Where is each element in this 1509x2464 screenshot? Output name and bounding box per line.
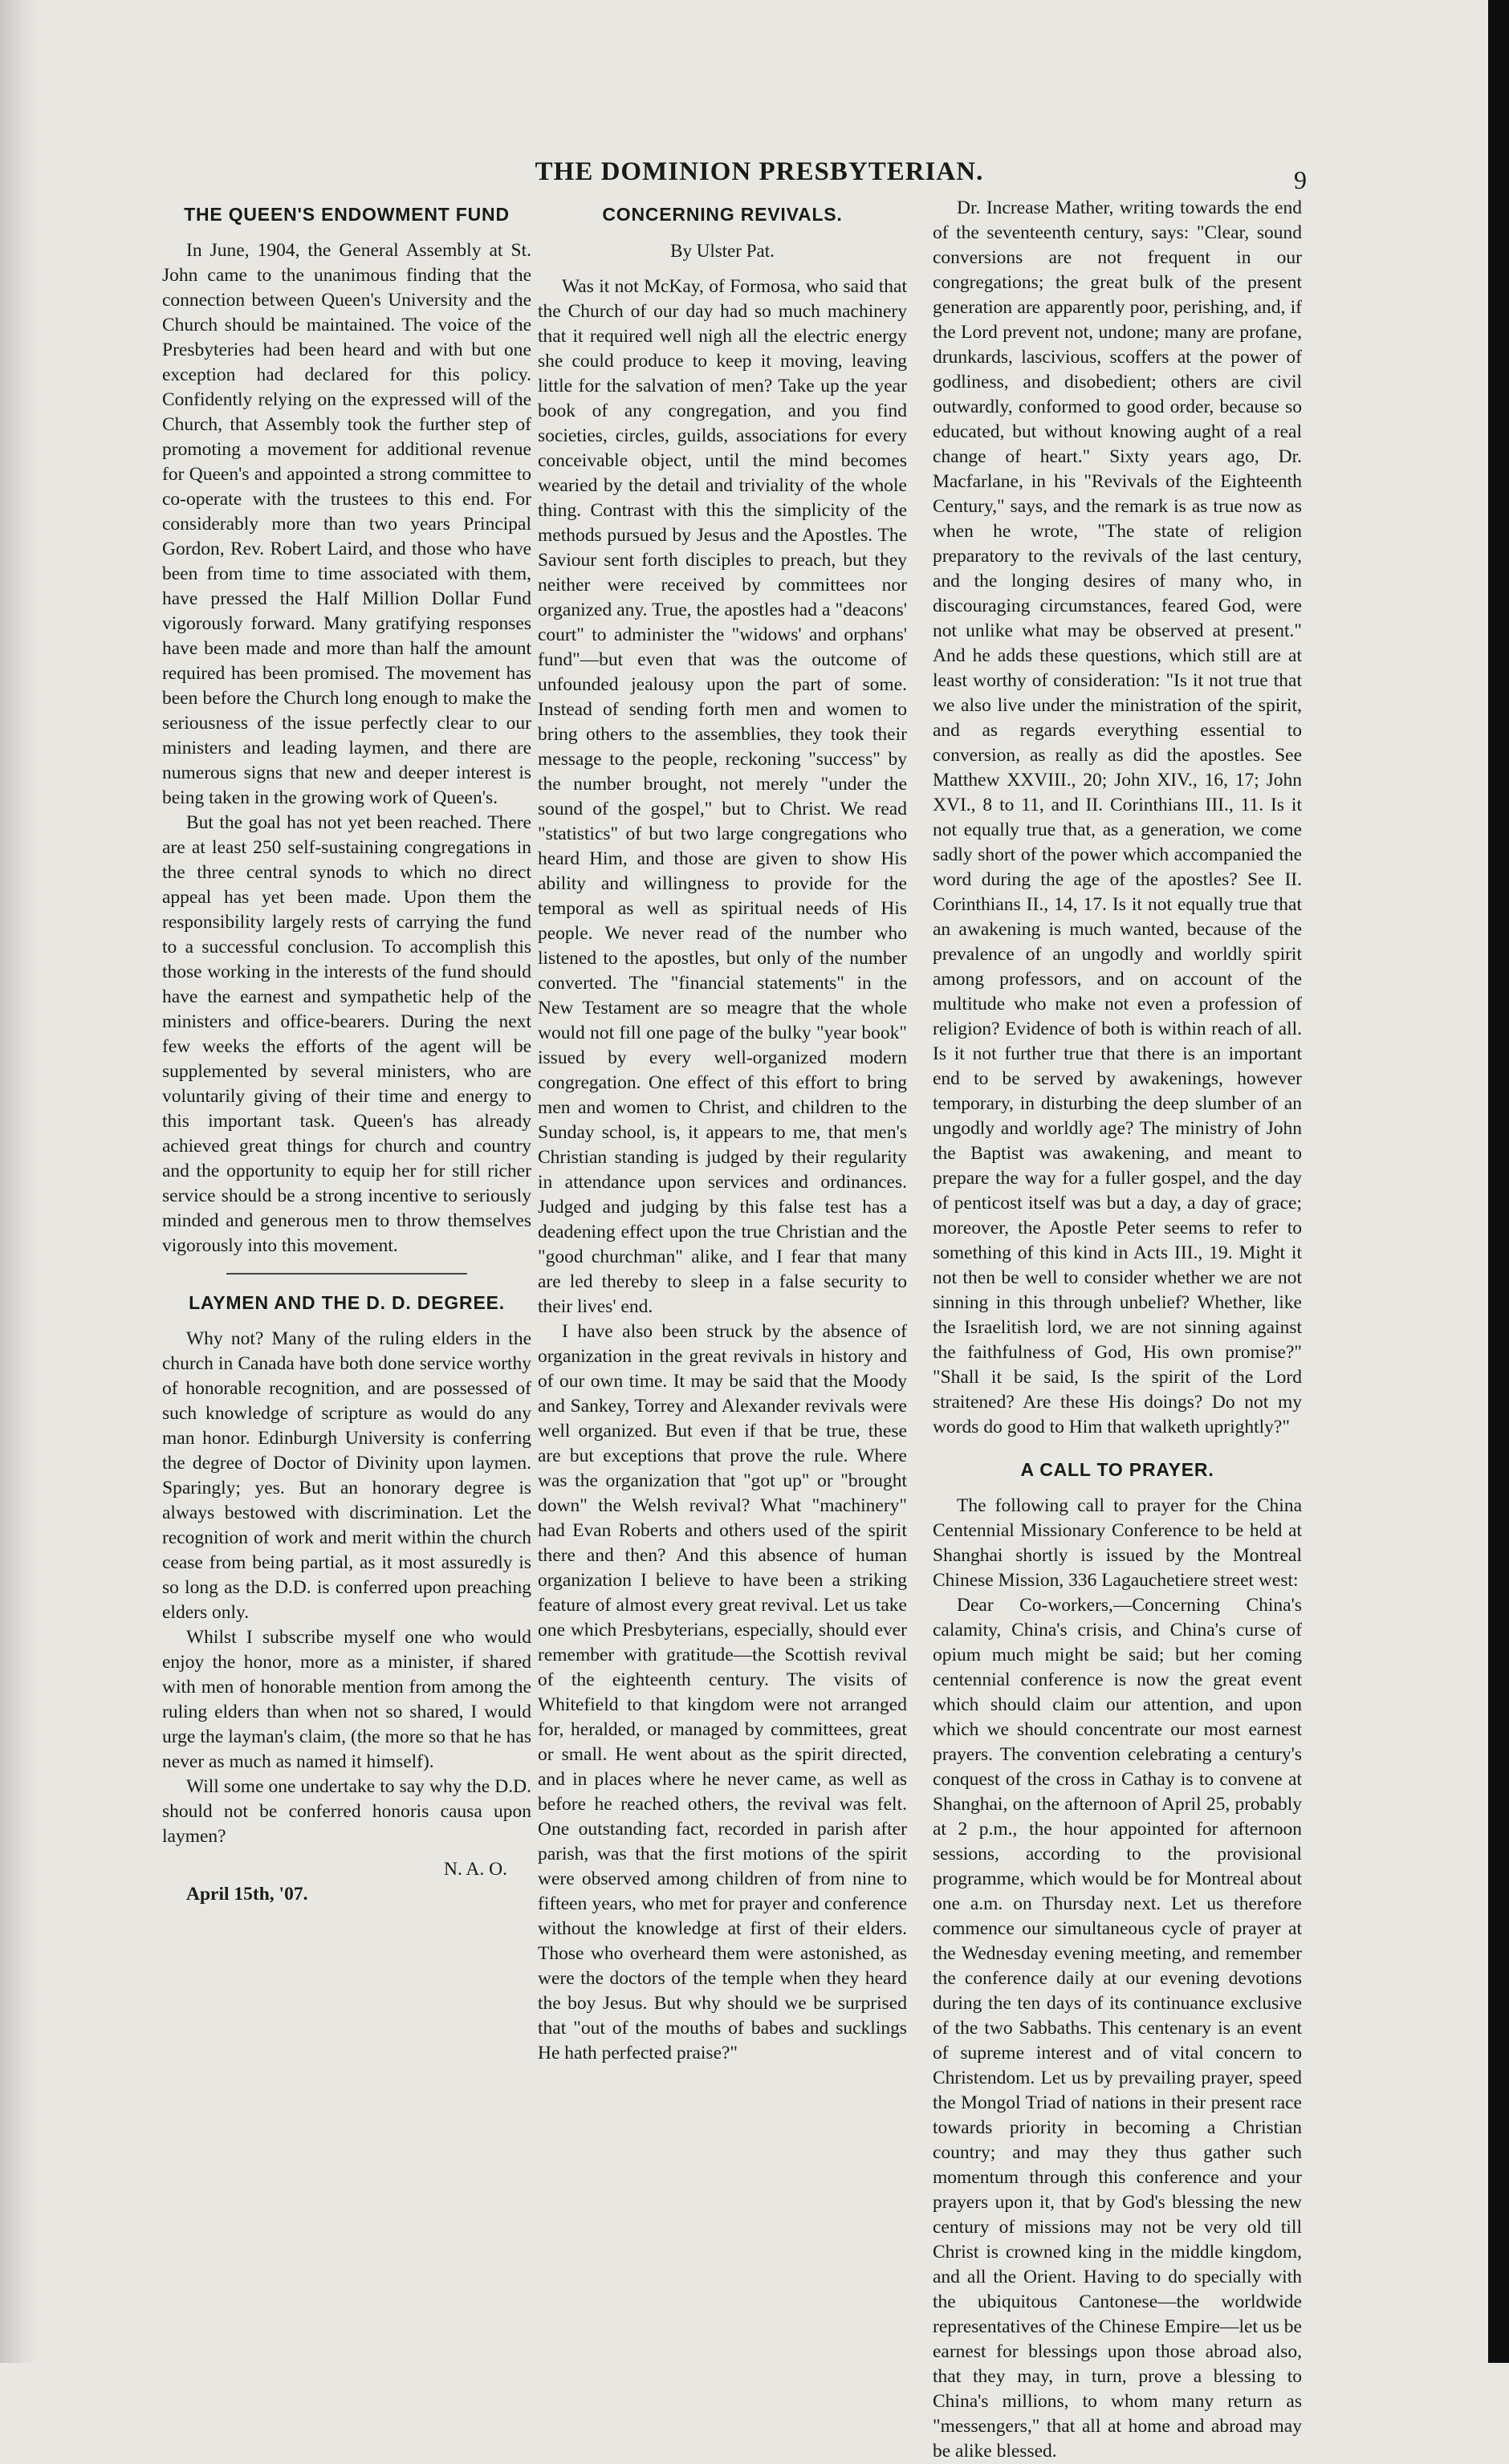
section-divider: [226, 1273, 467, 1275]
revivals-heading: CONCERNING REVIVALS.: [602, 204, 843, 225]
article-date: April 15th, '07.: [186, 1884, 308, 1905]
article-byline: By Ulster Pat.: [670, 241, 775, 261]
article-paragraph: The following call to prayer for the China Centennial Missionary Conference to be held at Shanghai shortly is issued by the Montreal Chinese Mission, 336 Lagauchetiere street west:: [933, 1495, 1302, 1591]
article-paragraph: But the goal has not yet been reached. There are at least 250 self-sustaining congregations in the three central synods to which no direct appeal has yet been made. Upon them the responsibility largely rests of carrying the fund to a successful conclusion. To accomplish this those working in the interests of the fund should have the earnest and sympathetic help of the ministers and office-bearers. During the next few weeks the efforts of the agent will be supplemented by several ministers, who are voluntarily giving of their time and energy to this important task. Queen's has already achieved great things for church and country and the opportunity to equip her for still richer service should be a strong incentive to seriously minded and generous men to throw themselves vigorously into this movement.: [162, 812, 531, 1256]
page-number: 9: [1294, 165, 1307, 194]
newspaper-masthead: THE DOMINION PRESBYTERIAN.: [535, 157, 984, 186]
article-paragraph: Dear Co-workers,—Concerning China's calamity, China's crisis, and China's curse of opium much might be said; but her coming centennial conference is now the great event which should claim our attention, and upon which we should concentrate our most earnest prayers. The convention celebrating a century's conquest of the cross in Cathay is to convene at Shanghai, on the afternoon of April 25, probably at 2 p.m., the hour appointed for afternoon sessions, according to the provisional programme, which would be for Montreal about one a.m. on Thursday next. Let us therefore commence our simultaneous cycle of prayer at the Wednesday evening meeting, and remember the conference daily at our evening devotions during the ten days of its continuance exclusive of the two Sabbaths. This centenary is an event of supreme interest and of vital concern to Christendom. Let us by prevailing prayer, speed the Mongol Triad of nations in their present race towards priority in becoming a Christian country; and may they thus gather such momentum through this conference and your prayers upon it, that by God's blessing the new century of missions may not be very old till Christ is crowned king in the middle kingdom, and all the Orient. Having to do specially with the ubiquitous Cantonese—the worldwide representatives of the Chinese Empire—let us be earnest for blessings upon those abroad also, that they may, in turn, prove a blessing to China's millions, to whom many return as "messengers," that all at home and abroad may be alike blessed.: [933, 1595, 1302, 2462]
article-paragraph: Whilst I subscribe myself one who would enjoy the honor, more as a minister, if shared with men of honorable mention from among the ruling elders than when not so shared, I would urge the layman's claim, (the more so that he has never as much as named it himself).: [162, 1627, 531, 1772]
scan-right-edge: [1488, 0, 1509, 2363]
article-paragraph: In June, 1904, the General Assembly at St. John came to the unanimous finding that the connection between Queen's University and the Church should be maintained. The voice of the Presbyteries had been heard and with but one exception had declared for this policy. Confidently relying on the expressed will of the Church, that Assembly took the further step of promoting a movement for additional revenue for Queen's and appointed a strong committee to co-operate with the trustees to this end. For considerably more than two years Principal Gordon, Rev. Robert Laird, and those who have been from time to time associated with them, have pressed the Half Million Dollar Fund vigorously forward. Many gratifying responses have been made and more than half the amount required has been promised. The movement has been before the Church long enough to make the seriousness of the issue perfectly clear to our ministers and leading laymen, and there are numerous signs that new and deeper interest is being taken in the growing work of Queen's.: [162, 240, 531, 808]
article-paragraph: I have also been struck by the absence of organization in the great revivals in history and of our own time. It may be said that the Moody and Sankey, Torrey and Alexander revivals were well organized. But even if that be true, these are but exceptions that prove the rule. Where was the organization that "got up" or "brought down" the Welsh revival? What "machinery" had Evan Roberts and others used of the spirit there and then? And this absence of human organization I believe to have been a striking feature of almost every great revival. Let us take one which Presbyterians, especially, should ever remember with gratitude—the Scottish revival of the eighteenth century. The visits of Whitefield to that kingdom were not arranged for, heralded, or managed by committees, great or small. He went about as the spirit directed, and in places where he never came, as well as before he reached others, the revival was felt. One outstanding fact, recorded in parish after parish, was that the first motions of the spirit were observed among children of from nine to fifteen years, who met for prayer and conference without the knowledge at first of their elders. Those who overheard them were astonished, as were the doctors of the temple when they heard the boy Jesus. But why should we be surprised that "out of the mouths of babes and sucklings He hath perfected praise?": [538, 1321, 907, 2063]
article-paragraph: Why not? Many of the ruling elders in the church in Canada have both done service worthy of honorable recognition, and are possessed of such knowledge of scripture as would do any man honor. Edinburgh University is conferring the degree of Doctor of Divinity upon laymen. Sparingly; yes. But an honorary degree is always bestowed with discrimination. Let the recognition of work and merit within the church cease from being partial, as it most assuredly is so long as the D.D. is conferred upon preaching elders only.: [162, 1328, 531, 1623]
scan-left-edge: [0, 0, 37, 2363]
article-paragraph: Dr. Increase Mather, writing towards the end of the seventeenth century, says: "Clear, sound conversions are not frequent in our congregations; the great bulk of the present generation are apparently poor, perishing, and, if the Lord prevent not, undone; many are profane, drunkards, lascivious, scoffers at the power of godliness, and disobedient; others are civil outwardly, conformed to good order, because so educated, but without knowing aught of a real change of heart." Sixty years ago, Dr. Macfarlane, in his "Revivals of the Eighteenth Century," says, and the remark is as true now as when he wrote, "The state of religion preparatory to the revivals of the last century, and the longing desires of many who, in discouraging circumstances, feared God, were not unlike what may be observed at present." And he adds these questions, which still are at least worthy of consideration: "Is it not true that we also live under the ministration of the spirit, and as regards everything essential to conversion, as really as did the apostles. See Matthew XXVIII., 20; John XIV., 16, 17; John XVI., 8 to 11, and II. Corinthians III., 11. Is it not equally true that, as a generation, we come sadly short of the power which accompanied the word during the age of the apostles? See II. Corinthians II., 14, 17. Is it not equally true that an awakening is much wanted, because of the prevalence of an ungodly and worldly spirit among professors, and on account of the multitude who make not even a profession of religion? Evidence of both is within reach of all. Is it not further true that there is an important end to be served by awakenings, however temporary, in disturbing the deep slumber of an ungodly and worldly age? The ministry of John the Baptist was awakening, and meant to prepare the way for a fuller gospel, and the day of penticost itself was but a day, a day of grace; moreover, the Apostle Peter seems to refer to something of this kind in Acts III., 19. Might it not then be well to consider whether we are not sinning in this through unbelief? Whether, like the Israelitish lord, we are not sinning against the faithfulness of God, His own promise?" "Shall it be said, Is the spirit of the Lord straitened? Are these His doings? Do not my words do good to Him that walketh uprightly?": [933, 197, 1302, 1437]
call-to-prayer-heading: A CALL TO PRAYER.: [1020, 1459, 1214, 1480]
column-right: [933, 196, 1302, 2464]
article-paragraph: Was it not McKay, of Formosa, who said that the Church of our day had so much machinery that it required well nigh all the electric energy she could produce to keep it moving, leaving little for the salvation of men? Take up the year book of any congregation, and you find societies, circles, guilds, associations for every conceivable object, until the mind becomes wearied by the detail and triviality of the whole thing. Contrast with this the simplicity of the methods pursued by Jesus and the Apostles. The Saviour sent forth disciples to preach, but they neither were received by committees nor organized any. True, the apostles had a "deacons' court" to administer the "widows' and orphans' fund"—but even that was the outcome of unfounded jealousy upon the part of some. Instead of sending forth men and women to bring others to the assemblies, they took their message to the people, reckoning "success" by the number brought, not merely "under the sound of the gospel," but to Christ. We read "statistics" of but two large congregations who heard Him, and those are given to show His ability and willingness to provide for the temporal as well as spiritual needs of His people. We never read of the number who listened to the apostles, but only of the number converted. The "financial statements" in the New Testament are so meagre that the whole would not fill one page of the bulky "year book" issued by every well-organized modern congregation. One effect of this effort to bring men and women to Christ, and children to the Sunday school, is, it appears to me, that men's Christian standing is judged by their regularity in attendance upon services and ordinances. Judged and judging by this false test has a deadening effect upon the true Christian and the "good churchman" alike, and I fear that many are led thereby to sleep in a false security to their lives' end.: [538, 276, 907, 1317]
article-paragraph: Will some one undertake to say why the D.D. should not be conferred honoris causa upon laymen?: [162, 1776, 531, 1847]
column-left: [162, 196, 531, 1907]
queens-endowment-heading: THE QUEEN'S ENDOWMENT FUND: [184, 204, 510, 225]
laymen-dd-heading: LAYMEN AND THE D. D. DEGREE.: [189, 1292, 505, 1313]
author-signature: N. A. O.: [444, 1859, 507, 1880]
column-center: [538, 196, 907, 2066]
